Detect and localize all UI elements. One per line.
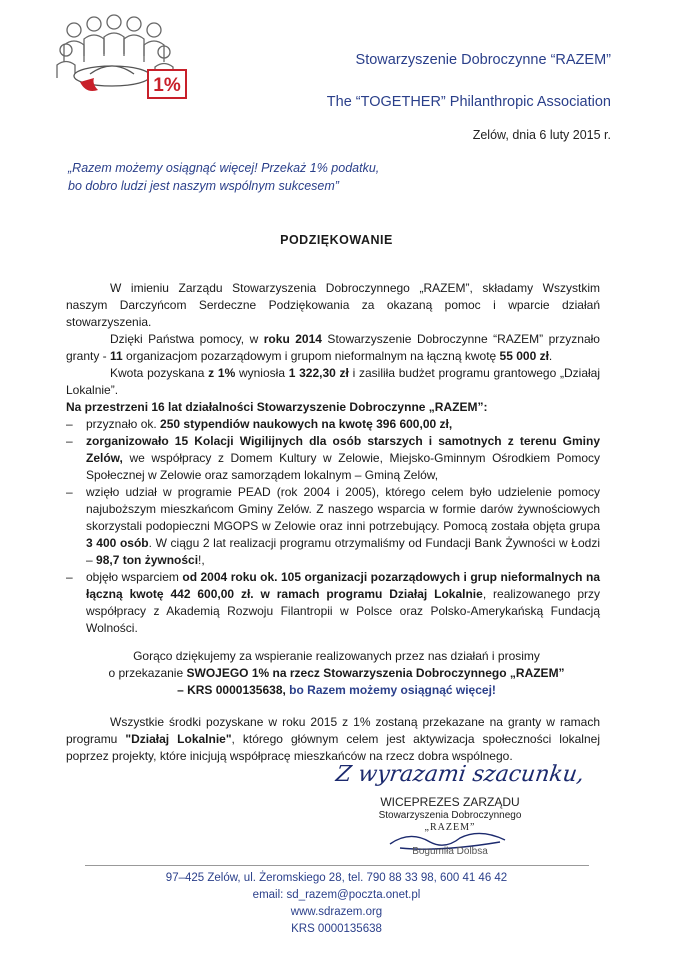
bold-text: – KRS 0000135638, (177, 683, 286, 697)
dash-marker: – (66, 485, 73, 499)
footer-divider (85, 865, 589, 866)
text: !, (198, 553, 205, 567)
bold-text: SWOJEGO 1% na rzecz Stowarzyszenia Dobroczynnego „RAZEM” (186, 666, 565, 680)
list-item (66, 433, 600, 484)
slogan-line: „Razem możemy osiągnąć więcej! Przekaż 1% podatku, (68, 161, 380, 175)
text: Stowarzyszenie Dobroczynne “RAZEM” przyznało granty - (66, 332, 600, 363)
dash-marker: – (66, 417, 73, 431)
text: . (548, 349, 553, 363)
letter-body (66, 280, 600, 637)
paragraph (66, 365, 600, 399)
slogan-highlight: bo Razem możemy osiągnąć więcej! (285, 683, 496, 697)
org-name-pl: Stowarzyszenie Dobroczynne “RAZEM” (355, 52, 611, 68)
list-item (66, 569, 600, 637)
signatory-name: Bogumiła Dolbsa (412, 846, 488, 857)
bold-text: 250 stypendiów naukowych na kwotę 396 600,00 zł, (160, 417, 453, 431)
letter-heading: PODZIĘKOWANIE (280, 233, 393, 247)
text: Kwota pozyskana (110, 366, 209, 380)
signature-org: Stowarzyszenia Dobroczynnego (378, 810, 522, 821)
slogan-line: bo dobro ludzi jest naszym wspólnym sukcesem” (68, 179, 339, 193)
closing-line (0, 665, 673, 682)
bold-text: od 2004 roku ok. 105 organizacji pozarządowych i grup nieformalnych na łączną kwotę 442 600,00 zł. w ramach programu Działaj Lokalnie (86, 570, 601, 601)
paragraph (66, 399, 600, 416)
bold-text: "Działaj Lokalnie" (125, 732, 232, 746)
text: Gorąco dziękujemy za wspieranie realizowanych przez nas działań i prosimy (133, 649, 540, 663)
bold-text: zorganizowało 15 Kolacji Wigilijnych dla osób starszych i samotnych z terenu Gminy Zelów, (86, 434, 600, 465)
footer-email: email: sd_razem@poczta.onet.pl (252, 889, 421, 901)
final-paragraph (66, 714, 600, 765)
logo-percent-badge: 1% (153, 75, 181, 96)
achievements-list (66, 416, 600, 637)
slogan (68, 159, 398, 195)
text: objęło wsparciem (86, 570, 183, 584)
bold-text: 55 000 zł (499, 349, 549, 363)
paragraph (66, 331, 600, 365)
bold-text: 11 (110, 349, 123, 363)
signature-title: WICEPREZES ZARZĄDU (380, 795, 520, 809)
bold-text: roku 2014 (263, 332, 322, 346)
text: przyznało ok. (86, 417, 161, 431)
bold-text: 1 322,30 zł (288, 366, 349, 380)
place-date: Zelów, dnia 6 luty 2015 r. (472, 128, 611, 142)
text: , realizowanego przy współpracy z Akademią Rozwoju Filantropii w Polsce oraz Polsko-Amerykańską Fundacją Wolności. (86, 587, 600, 635)
footer-address: 97–425 Zelów, ul. Żeromskiego 28, tel. 790 88 33 98, 600 41 46 42 (165, 872, 508, 884)
closing-appeal (0, 648, 673, 699)
org-name-en: The “TOGETHER” Philanthropic Association (326, 94, 611, 110)
footer-krs: KRS 0000135638 (291, 923, 382, 935)
association-logo (52, 10, 192, 102)
text: wzięło udział w programie PEAD (rok 2004 i 2005), którego celem było udzielenie pomocy najuboższym mieszkańcom Gminy Zelów. Z naszego wsparcia w formie darów żywnościowych skorzystali podopieczni MGOPS w Zelowie oraz inni potrzebujący. Pomocą została objęta grupa (86, 485, 600, 533)
text: Wszystkie środki pozyskane w roku 2015 z 1% zostaną przekazane na granty w ramach programu (66, 715, 600, 746)
text: organizacjom pozarządowym i grupom nieformalnym na łączną kwotę (122, 349, 500, 363)
text: Dzięki Państwa pomocy, w (110, 332, 264, 346)
signature-greeting: Z wyrazami szacunku, (334, 762, 586, 787)
footer-contact (0, 870, 673, 938)
bold-text: z 1% (208, 366, 236, 380)
dash-marker: – (66, 570, 73, 584)
text: wyniosła (235, 366, 289, 380)
text: , którego głównym celem jest aktywizacja społeczności lokalnej poprzez projekty, które inicjują współpracę mieszkańców na rzecz dobra wspólnego. (66, 732, 600, 763)
text: o przekazanie (108, 666, 187, 680)
bold-text: Na przestrzeni 16 lat działalności Stowarzyszenie Dobroczynne „RAZEM”: (66, 400, 488, 414)
paragraph: W imieniu Zarządu Stowarzyszenia Dobroczynnego „RAZEM”, składamy Wszystkim naszym Darczyńcom Serdeczne Podziękowania za okazaną pomoc i wparcie działań stowarzyszenia. (66, 281, 600, 329)
text: i zasiliła budżet programu grantowego „Działaj Lokalnie”. (66, 366, 600, 397)
bold-text: 3 400 osób (86, 536, 149, 550)
text: . W ciągu 2 lat realizacji programu otrzymaliśmy od Fundacji Bank Żywności w Łodzi – (86, 536, 600, 567)
list-item (66, 484, 600, 569)
bold-text: 98,7 ton żywności (96, 553, 199, 567)
dash-marker: – (66, 434, 73, 448)
signature-org-name: „RAZEM” (424, 822, 476, 833)
footer-website: www.sdrazem.org (290, 906, 383, 918)
closing-line (0, 682, 673, 699)
list-item (66, 416, 600, 433)
text: we współpracy z Domem Kultury w Zelowie, Miejsko-Gminnym Ośrodkiem Pomocy Społecznej w Zelowie oraz samorządem lokalnym – Gminą Zelów, (86, 451, 600, 482)
